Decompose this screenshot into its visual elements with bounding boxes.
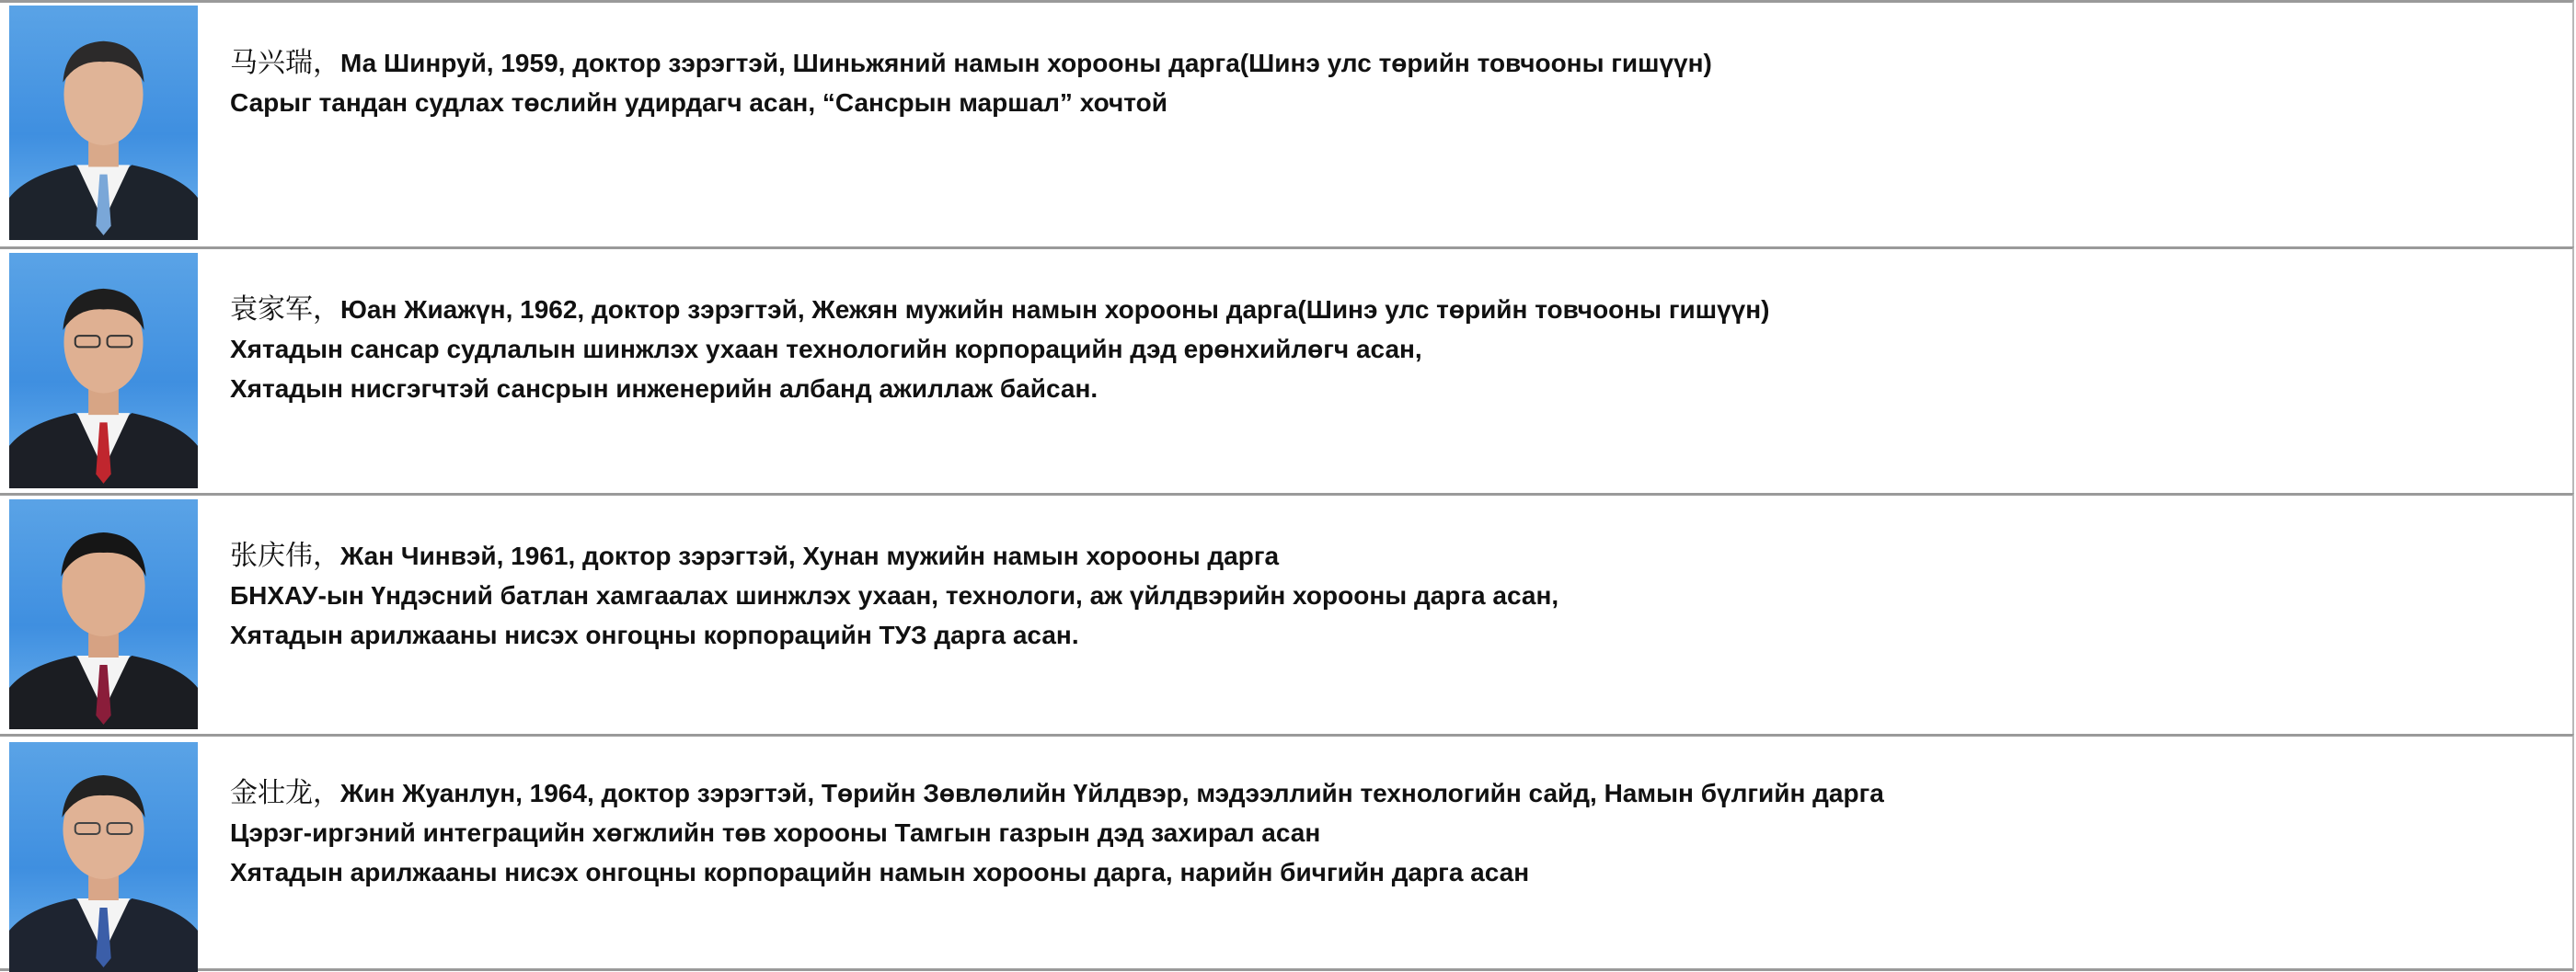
table-row xyxy=(0,493,2574,736)
table-row xyxy=(0,246,2574,495)
table-row xyxy=(0,734,2574,971)
person-description xyxy=(230,43,2554,122)
description-line-3: Хятадын арилжааны нисэх онгоцны корпорацийн намын хорооны дарга, нарийн бичгийн дарга асан xyxy=(230,858,1530,886)
person-portrait-icon xyxy=(9,6,198,240)
person-description xyxy=(230,536,2554,655)
person-portrait-icon xyxy=(9,253,198,488)
person-description xyxy=(230,290,2554,408)
description-line-1: 袁家军，Юан Жиажүн, 1962, доктор зэрэгтэй, Жежян мужийн намын хорооны дарга(Шинэ улс төрийн товчооны гишүүн) xyxy=(230,293,1770,326)
description-line-3: Хятадын арилжааны нисэх онгоцны корпорацийн ТУЗ дарга асан. xyxy=(230,621,1079,649)
description-line-1: 金壮龙，Жин Жуанлун, 1964, доктор зэрэгтэй, Төрийн Зөвлөлийн Үйлдвэр, мэдээллийн технологийн сайд, Намын бүлгийн дарга xyxy=(230,777,1884,809)
description-line-2: БНХАУ-ын Үндэсний батлан хамгаалах шинжлэх ухаан, технологи, аж үйлдвэрийн хорооны дарга асан, xyxy=(230,581,1559,610)
description-line-1: 张庆伟，Жан Чинвэй, 1961, доктор зэрэгтэй, Хунан мужийн намын хорооны дарга xyxy=(230,540,1280,572)
table-row xyxy=(0,0,2574,248)
person-portrait-icon xyxy=(9,499,198,729)
description-line-3: Хятадын нисгэгчтэй сансрын инженерийн албанд ажиллаж байсан. xyxy=(230,374,1098,403)
person-description xyxy=(230,773,2554,892)
chinese-name: 马兴瑞， xyxy=(230,47,340,79)
chinese-name: 袁家军， xyxy=(230,293,340,326)
description-line-2: Хятадын сансар судлалын шинжлэх ухаан технологийн корпорацийн дэд ерөнхийлөгч асан, xyxy=(230,335,1422,363)
description-line-1: 马兴瑞，Ма Шинруй, 1959, доктор зэрэгтэй, Шиньжяний намын хорооны дарга(Шинэ улс төрийн товчооны гишүүн) xyxy=(230,47,1712,79)
description-line-2: Сарыг тандан судлах төслийн удирдагч асан, “Сансрын маршал” хочтой xyxy=(230,88,1167,117)
chinese-name: 张庆伟， xyxy=(230,540,340,572)
description-line-2: Цэрэг-иргэний интеграцийн хөгжлийн төв хорооны Тамгын газрын дэд захирал асан xyxy=(230,818,1321,847)
chinese-name: 金壮龙， xyxy=(230,777,340,809)
person-portrait-icon xyxy=(9,742,198,972)
